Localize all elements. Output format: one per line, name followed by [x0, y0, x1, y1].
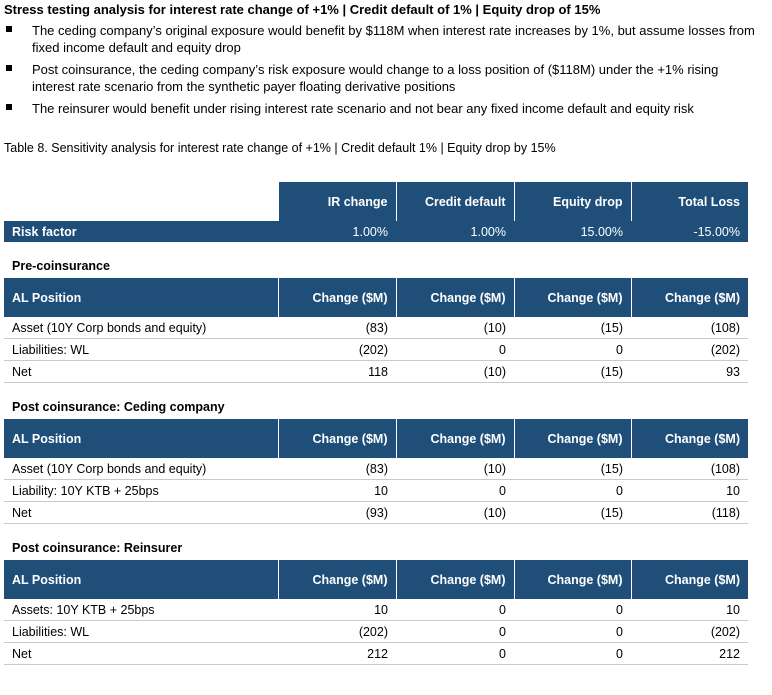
- cell-value: 0: [396, 480, 514, 502]
- bullet-marker-icon: [6, 26, 12, 32]
- bullet-text: Post coinsurance, the ceding company’s risk exposure would change to a loss position of ($118M) under the +1% rising interest rate scenario from the synthetic payer floating derivative positions: [32, 62, 719, 94]
- change-header: Change ($M): [278, 278, 396, 317]
- risk-factor-value: -15.00%: [631, 221, 748, 242]
- cell-value: (15): [514, 361, 631, 383]
- cell-value: 118: [278, 361, 396, 383]
- risk-factor-value: 1.00%: [278, 221, 396, 242]
- change-header: Change ($M): [396, 560, 514, 599]
- bullet-text: The ceding company’s original exposure would benefit by $118M when interest rate increases by 1%, but assume losses from fixed income default and equity drop: [32, 23, 755, 55]
- al-position-header: AL Position: [4, 560, 278, 599]
- column-header: Credit default: [396, 182, 514, 221]
- cell-value: 10: [278, 599, 396, 621]
- cell-value: (202): [631, 339, 748, 361]
- cell-value: 93: [631, 361, 748, 383]
- section-title-row: [4, 394, 748, 419]
- row-label: Assets: 10Y KTB + 25bps: [4, 599, 278, 621]
- table-row: [4, 643, 748, 665]
- row-label: Asset (10Y Corp bonds and equity): [4, 317, 278, 339]
- change-header: Change ($M): [278, 560, 396, 599]
- table-row: [4, 458, 748, 480]
- cell-value: 0: [514, 480, 631, 502]
- cell-value: (83): [278, 458, 396, 480]
- sensitivity-table: [4, 182, 748, 665]
- table-row: [4, 621, 748, 643]
- bullet-marker-icon: [6, 104, 12, 110]
- cell-value: (202): [278, 339, 396, 361]
- table-row: [4, 502, 748, 524]
- table-row: [4, 599, 748, 621]
- cell-value: 10: [631, 480, 748, 502]
- row-label: Net: [4, 502, 278, 524]
- header-spacer: [4, 182, 278, 221]
- table-row: [4, 361, 748, 383]
- cell-value: 0: [514, 599, 631, 621]
- cell-value: (10): [396, 317, 514, 339]
- change-header: Change ($M): [396, 419, 514, 458]
- cell-value: (15): [514, 317, 631, 339]
- cell-value: 0: [396, 621, 514, 643]
- cell-value: 0: [514, 621, 631, 643]
- change-header: Change ($M): [631, 278, 748, 317]
- section-title-row: [4, 253, 748, 278]
- cell-value: (118): [631, 502, 748, 524]
- cell-value: (93): [278, 502, 396, 524]
- row-label: Net: [4, 643, 278, 665]
- change-header: Change ($M): [514, 278, 631, 317]
- column-header: IR change: [278, 182, 396, 221]
- change-header: Change ($M): [514, 419, 631, 458]
- bullet-marker-icon: [6, 65, 12, 71]
- risk-factor-value: 15.00%: [514, 221, 631, 242]
- bullet-item: [4, 100, 764, 117]
- row-label: Net: [4, 361, 278, 383]
- al-header-row: [4, 278, 748, 317]
- page-heading: Stress testing analysis for interest rate change of +1% | Credit default of 1% | Equity drop of 15%: [4, 2, 601, 17]
- table-row: [4, 317, 748, 339]
- table-row: [4, 339, 748, 361]
- cell-value: 0: [514, 339, 631, 361]
- row-label: Asset (10Y Corp bonds and equity): [4, 458, 278, 480]
- change-header: Change ($M): [631, 560, 748, 599]
- row-label: Liabilities: WL: [4, 339, 278, 361]
- column-header: Equity drop: [514, 182, 631, 221]
- risk-factor-row: [4, 221, 748, 242]
- column-header-row: [4, 182, 748, 221]
- cell-value: (83): [278, 317, 396, 339]
- cell-value: (202): [278, 621, 396, 643]
- cell-value: (10): [396, 458, 514, 480]
- section-title: Post coinsurance: Ceding company: [12, 399, 225, 414]
- cell-value: (108): [631, 458, 748, 480]
- cell-value: (15): [514, 502, 631, 524]
- section-title: Pre-coinsurance: [12, 258, 110, 273]
- change-header: Change ($M): [631, 419, 748, 458]
- cell-value: (10): [396, 502, 514, 524]
- al-position-header: AL Position: [4, 419, 278, 458]
- cell-value: (108): [631, 317, 748, 339]
- section-title-row: [4, 535, 748, 560]
- cell-value: 0: [514, 643, 631, 665]
- bullet-text: The reinsurer would benefit under rising interest rate scenario and not bear any fixed income default and equity risk: [32, 101, 694, 116]
- cell-value: (15): [514, 458, 631, 480]
- table-caption: Table 8. Sensitivity analysis for interest rate change of +1% | Credit default 1% | Equity drop by 15%: [4, 141, 556, 155]
- column-header: Total Loss: [631, 182, 748, 221]
- al-position-header: AL Position: [4, 278, 278, 317]
- al-header-row: [4, 419, 748, 458]
- cell-value: 212: [278, 643, 396, 665]
- change-header: Change ($M): [396, 278, 514, 317]
- risk-factor-label: Risk factor: [4, 221, 278, 242]
- risk-factor-value: 1.00%: [396, 221, 514, 242]
- al-header-row: [4, 560, 748, 599]
- cell-value: 10: [278, 480, 396, 502]
- cell-value: (202): [631, 621, 748, 643]
- section-title: Post coinsurance: Reinsurer: [12, 540, 183, 555]
- table-row: [4, 480, 748, 502]
- change-header: Change ($M): [278, 419, 396, 458]
- cell-value: 10: [631, 599, 748, 621]
- change-header: Change ($M): [514, 560, 631, 599]
- cell-value: 0: [396, 599, 514, 621]
- bullet-item: [4, 22, 764, 56]
- row-label: Liabilities: WL: [4, 621, 278, 643]
- bullet-list: [4, 22, 764, 122]
- bullet-item: [4, 61, 764, 95]
- cell-value: 0: [396, 339, 514, 361]
- cell-value: 0: [396, 643, 514, 665]
- cell-value: (10): [396, 361, 514, 383]
- cell-value: 212: [631, 643, 748, 665]
- row-label: Liability: 10Y KTB + 25bps: [4, 480, 278, 502]
